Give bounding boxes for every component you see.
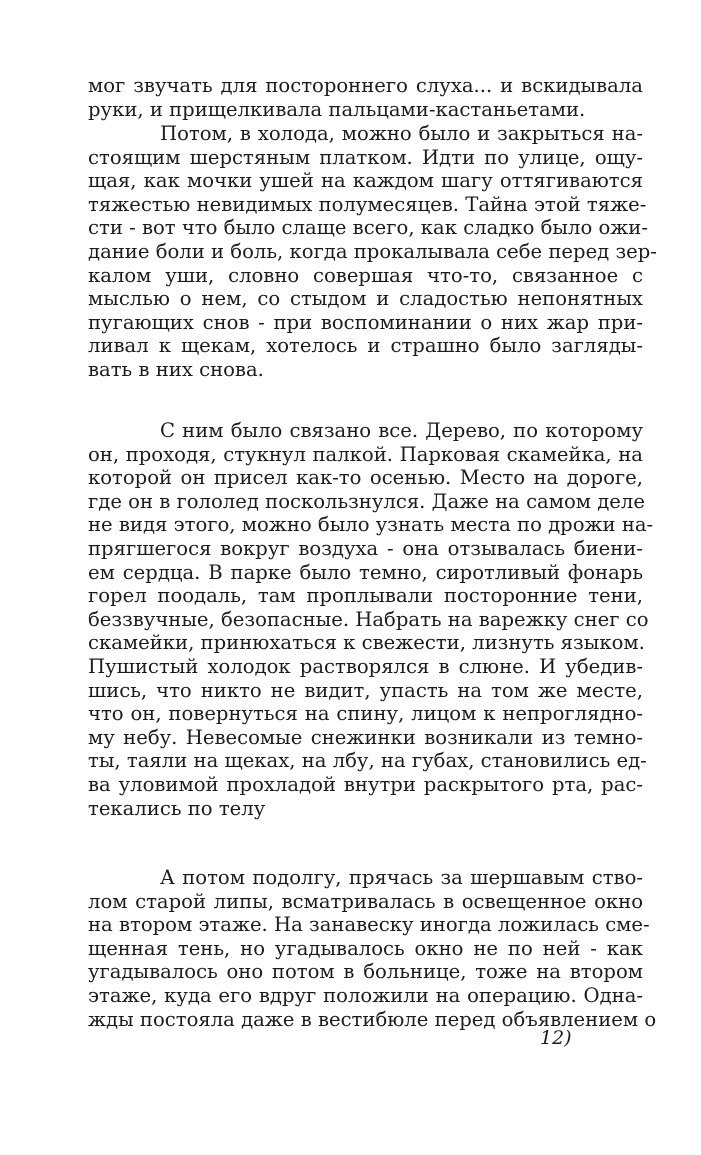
text-line: стоящим шерстяным платком. Идти по улице, ощу- — [88, 145, 643, 169]
text-line: руки, и прищелкивала пальцами-кастаньетами. — [88, 97, 586, 121]
text-line: он, проходя, стукнул палкой. Парковая скамейка, на — [88, 442, 643, 466]
text-line: где он в гололед поскользнулся. Даже на самом деле — [88, 489, 645, 513]
text-line: мыслью о нем, со стыдом и сладостью непонятных — [88, 287, 643, 311]
text-line: пугающих снов - при воспоминании о них жар при- — [88, 310, 643, 334]
text-line: Пушистый холодок растворялся в слюне. И убедив- — [88, 654, 643, 678]
page-number: 12) — [540, 1027, 572, 1049]
text-line: что он, повернуться на спину, лицом к непроглядно- — [88, 702, 643, 726]
text-line: этаже, куда его вдруг положили на операцию. Однa- — [88, 983, 643, 1007]
paragraph-continuation — [88, 74, 643, 121]
text-line: лом старой липы, всматривалась в освещенное окно — [88, 889, 643, 913]
text-line: скамейки, принюхаться к свежести, лизнуть языком. — [88, 631, 645, 655]
text-line: на втором этаже. На занавеску иногда ложилась сме- — [88, 913, 650, 937]
text-line: ливал к щекам, хотелось и страшно было загляды- — [88, 334, 643, 358]
paragraph-earrings — [88, 122, 657, 382]
text-line: дание боли и боль, когда прокалывала себе перед зер- — [88, 239, 657, 263]
text-line: мог звучать для постороннего слуха... и вскидывала — [88, 74, 643, 97]
text-line: горел поодаль, там проплывали посторонние тени, — [88, 584, 643, 608]
text-line: му небу. Невесомые снежинки возникали из темно- — [88, 725, 643, 749]
text-line: не видя этого, можно было узнать места по дрожи на- — [88, 513, 654, 537]
text-line: ты, таяли на щеках, на лбу, на губах, становились ед- — [88, 749, 647, 773]
text-line: ва уловимой прохладой внутри раскрытого рта, рас- — [88, 772, 643, 796]
text-line: вать в них снова. — [88, 357, 264, 381]
text-line: которой он присел как-то осенью. Место на дороге, — [88, 466, 643, 490]
text-line: Потом, в холода, можно было и закрыться на- — [160, 122, 643, 145]
text-line: жды постояла даже в вестибюле перед объявлением о — [88, 1007, 657, 1031]
text-line: тяжестью невидимых полумесяцев. Тайна этой тяже- — [88, 192, 647, 216]
paragraph-park — [88, 419, 654, 820]
text-line: беззвучные, безопасные. Набрать на варежку снег со — [88, 607, 649, 631]
text-line: щенная тень, но угадывалось окно не по ней - как — [88, 936, 643, 960]
text-line: щая, как мочки ушей на каждом шагу оттягиваются — [88, 169, 643, 193]
paragraph-window — [88, 866, 657, 1031]
text-line: текались по телу — [88, 796, 266, 820]
text-line: угадывалось оно потом в больнице, тоже на втором — [88, 960, 643, 984]
text-line: С ним было связано все. Дерево, по которому — [160, 419, 643, 442]
text-line: ем сердца. В парке было темно, сиротливый фонарь — [88, 560, 643, 584]
text-line: прягшегося вокруг воздуха - она отзывалась биени- — [88, 536, 643, 560]
text-line: калом уши, словно совершая что-то, связанное с — [88, 263, 643, 287]
text-line: А потом подолгу, прячась за шершавым ство- — [160, 866, 643, 889]
text-line: сти - вот что было слаще всего, как сладко было ожи- — [88, 216, 648, 240]
text-line: шись, что никто не видит, упасть на том же месте, — [88, 678, 643, 702]
